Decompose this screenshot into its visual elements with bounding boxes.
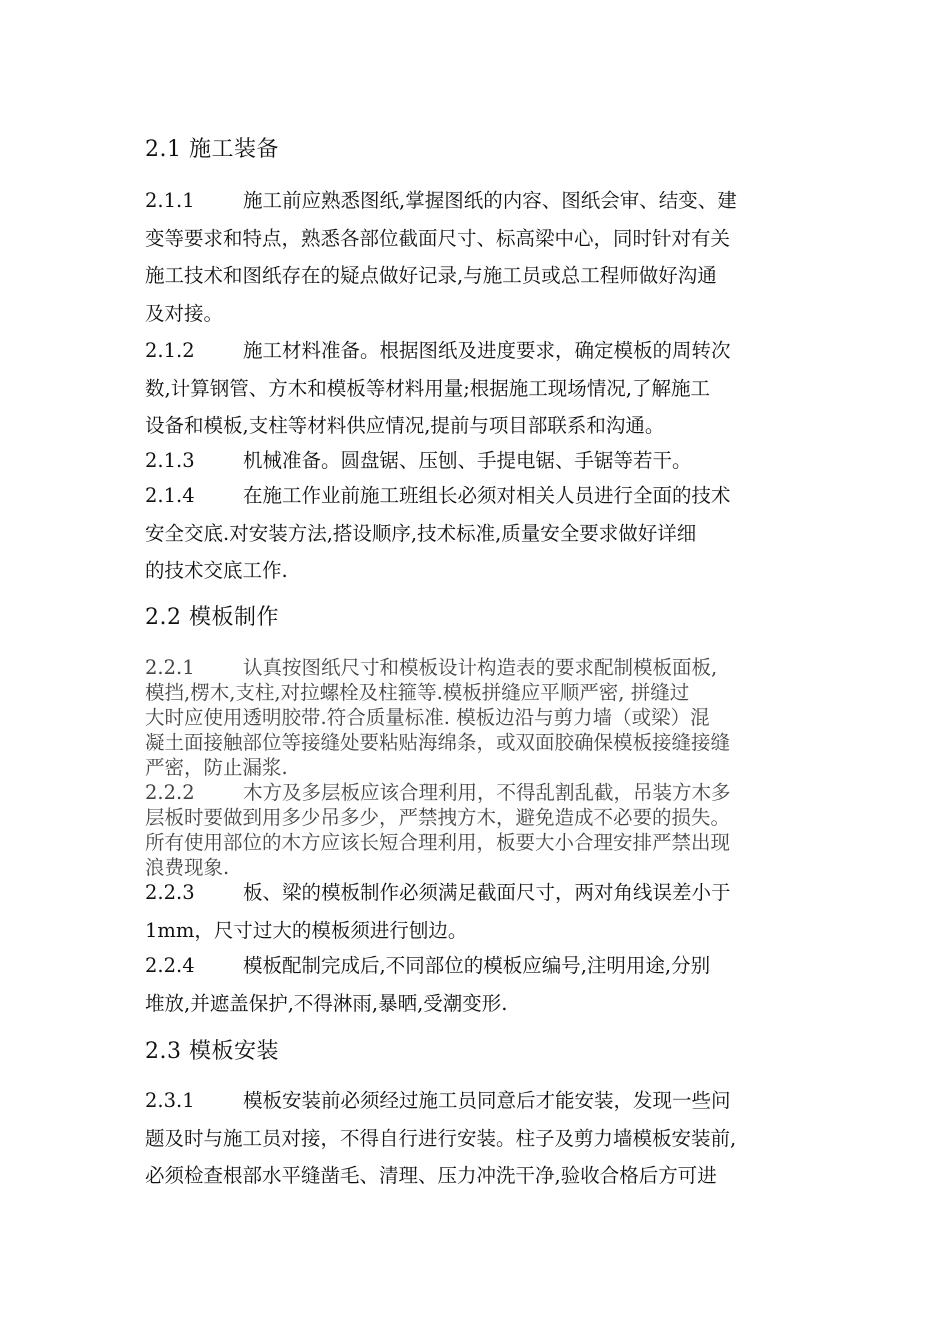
- paragraph-2-1-3: [145, 442, 825, 480]
- clause-number: 2.1.4: [145, 484, 195, 507]
- section-heading-2-3: 2.3 模板安装: [145, 1039, 279, 1064]
- section-heading-2-2: 2.2 模板制作: [145, 605, 279, 630]
- paragraph-line: 所有使用部位的木方应该长短合理利用，板要大小合理安排严禁出现: [145, 831, 731, 854]
- paragraph-line: 2.2.1 认真按图纸尺寸和模板设计构造表的要求配制模板面板,: [145, 656, 718, 679]
- paragraph-line: 凝土面接触部位等接缝处要粘贴海绵条，或双面胶确保模板接缝接缝: [145, 731, 731, 754]
- paragraph-line: 2.1.1 施工前应熟悉图纸,掌握图纸的内容、图纸会审、结变、建: [145, 182, 825, 220]
- paragraph-line: 2.2.3 板、梁的模板制作必须满足截面尺寸，两对角线误差小于: [145, 874, 825, 912]
- paragraph-2-1-2: [145, 332, 825, 445]
- paragraph-line: 2.2.2 木方及多层板应该合理利用，不得乱割乱截，吊装方木多: [145, 781, 731, 804]
- paragraph-line: 2.2.4 模板配制完成后,不同部位的模板应编号,注明用途,分别: [145, 947, 825, 985]
- paragraph-line: 2.1.2 施工材料准备。根据图纸及进度要求，确定模板的周转次: [145, 332, 825, 370]
- paragraph-line: 必须检查根部水平缝凿毛、清理、压力冲洗干净,验收合格后方可进: [145, 1164, 717, 1187]
- paragraph-2-2-3: [145, 874, 825, 949]
- paragraph-line: 严密，防止漏浆.: [145, 756, 288, 779]
- paragraph-line: 数,计算钢管、方木和模板等材料用量;根据施工现场情况,了解施工: [145, 376, 710, 400]
- paragraph-2-2-2: [145, 780, 825, 880]
- paragraph-line: 题及时与施工员对接，不得自行进行安装。柱子及剪力墙模板安装前,: [145, 1126, 737, 1150]
- paragraph-line: 堆放,并遮盖保护,不得淋雨,暴晒,受潮变形.: [145, 991, 508, 1015]
- paragraph-2-2-1: [145, 655, 825, 780]
- clause-number: 2.1.1: [145, 189, 195, 212]
- paragraph-line: 模挡,楞木,支柱,对拉螺栓及柱箍等.模板拼缝应平顺严密, 拼缝过: [145, 681, 690, 704]
- paragraph-line: 2.1.4 在施工作业前施工班组长必须对相关人员进行全面的技术: [145, 477, 825, 515]
- clause-number: 2.2.4: [145, 954, 195, 977]
- paragraph-line: 2.1.3 机械准备。圆盘锯、压刨、手提电锯、手锯等若干。: [145, 442, 825, 480]
- clause-number: 2.1.3: [145, 449, 195, 472]
- paragraph-2-1-1: [145, 182, 825, 332]
- paragraph-line: 施工技术和图纸存在的疑点做好记录,与施工员或总工程师做好沟通: [145, 264, 717, 287]
- clause-number: 2.2.3: [145, 881, 195, 904]
- paragraph-line: 浪费现象.: [145, 856, 230, 879]
- paragraph-2-3-1: [145, 1082, 825, 1195]
- paragraph-line: 大时应使用透明胶带.符合质量标准. 模板边沿与剪力墙（或梁）混: [145, 706, 710, 729]
- paragraph-line: 2.3.1 模板安装前必须经过施工员同意后才能安装，发现一些问: [145, 1082, 825, 1120]
- clause-number: 2.2.2: [145, 781, 195, 804]
- paragraph-line: 安全交底.对安装方法,搭设顺序,技术标准,质量安全要求做好详细: [145, 521, 697, 545]
- paragraph-line: 的技术交底工作.: [145, 559, 288, 582]
- paragraph-line: 设备和模板,支柱等材料供应情况,提前与项目部联系和沟通。: [145, 414, 665, 437]
- paragraph-2-1-4: [145, 477, 825, 590]
- section-heading-2-1: 2.1 施工装备: [145, 137, 279, 162]
- clause-number: 2.1.2: [145, 339, 195, 362]
- paragraph-line: 层板时要做到用多少吊多少，严禁拽方木，避免造成不必要的损失。: [145, 806, 731, 829]
- clause-number: 2.3.1: [145, 1089, 195, 1112]
- paragraph-line: 1mm，尺寸过大的模板须进行刨边。: [145, 918, 468, 942]
- clause-number: 2.2.1: [145, 656, 195, 679]
- paragraph-line: 及对接。: [145, 301, 224, 325]
- paragraph-line: 变等要求和特点，熟悉各部位截面尺寸、标高梁中心，同时针对有关: [145, 226, 731, 250]
- paragraph-2-2-4: [145, 947, 825, 1022]
